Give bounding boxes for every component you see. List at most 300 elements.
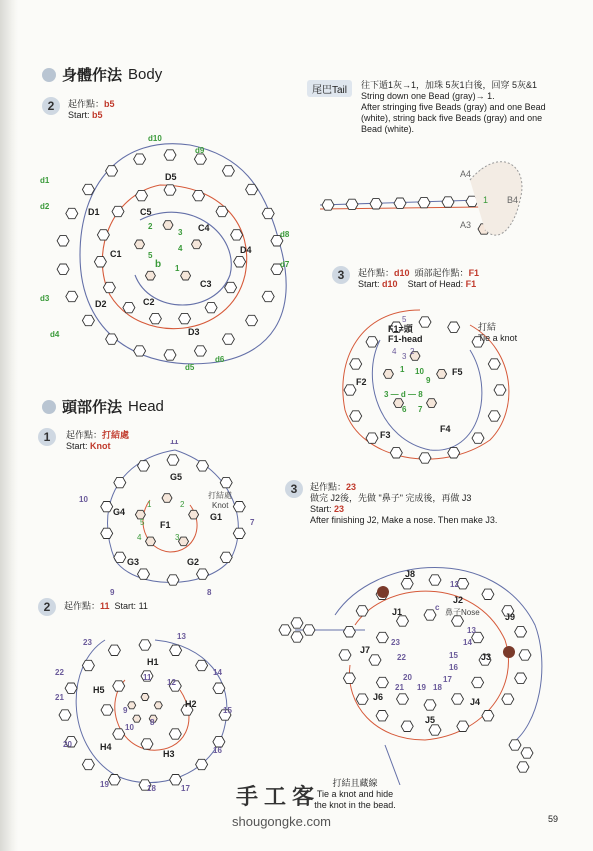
j-label-15: 15: [449, 651, 458, 660]
body-title-cn: 身體作法: [62, 67, 123, 84]
h-label-22: 22: [55, 668, 64, 677]
bead: [419, 317, 431, 327]
bead: [101, 705, 113, 715]
bead: [196, 660, 208, 670]
page-gutter-shadow: [0, 0, 18, 851]
bead: [519, 650, 531, 660]
bead: [350, 359, 362, 369]
g-label-10: 10: [79, 495, 88, 504]
tail-label-A3: A3: [460, 220, 472, 230]
f-label-6: 6: [402, 405, 407, 414]
h-label-21: 21: [55, 693, 64, 702]
head-step1-number: 1: [38, 428, 56, 446]
bead: [437, 370, 447, 379]
bead: [262, 208, 274, 218]
h-label-11: 11: [143, 673, 152, 682]
bead: [429, 725, 441, 735]
f-head-start-cn: 頭部起作點：: [414, 268, 469, 278]
f-label-7: 7: [418, 405, 423, 414]
bead: [521, 748, 533, 758]
bead: [383, 370, 393, 379]
bead: [138, 569, 150, 579]
bead: [197, 461, 209, 471]
j-text-cn: 做完 J2後，先做 "鼻子" 完成後，再做 J3: [310, 493, 472, 503]
bead: [194, 154, 206, 164]
body-label-d3: d3: [40, 294, 50, 303]
bead: [442, 197, 454, 207]
head-step1-start-en: Start:: [66, 441, 88, 451]
j-label-J7: J7: [360, 645, 371, 655]
tail-text-en4: Bead (white).: [361, 124, 415, 134]
bead: [356, 694, 368, 704]
f-start-en: Start:: [358, 279, 380, 289]
h-label-10: 10: [125, 723, 134, 732]
body-start-en-val: b5: [92, 110, 103, 120]
tail-label: 尾巴Tail: [307, 80, 352, 97]
head-step1-start-cn: 起作點：: [66, 430, 103, 440]
bead: [114, 552, 126, 562]
bead: [106, 166, 118, 176]
bead: [134, 154, 146, 164]
g-label-5: 5: [140, 518, 145, 527]
head-step2-start-cn-val: 11: [100, 601, 110, 611]
head-step1-start-cn-val: 打結處: [102, 430, 130, 440]
g-knot-cn: 打結處: [208, 491, 232, 500]
eye-bead-right: [503, 646, 515, 658]
j-tie-en2: the knot in the bead.: [314, 800, 396, 810]
bead: [448, 448, 460, 458]
f-tie-cn: 打結: [478, 322, 497, 332]
bead: [350, 411, 362, 421]
h-label-19: 19: [100, 780, 109, 789]
j-label-18: 18: [433, 683, 442, 692]
bead: [515, 627, 527, 637]
tail-diagram: [300, 145, 540, 245]
bead: [213, 683, 225, 693]
h-label-13: 13: [177, 632, 186, 641]
h-label-H2: H2: [185, 699, 197, 709]
bead: [231, 230, 243, 240]
head-title-en: Head: [128, 398, 164, 415]
bead: [66, 208, 78, 218]
bead: [97, 230, 109, 240]
f-tie-note: [478, 322, 517, 344]
j-label-J8: J8: [405, 569, 416, 579]
bead: [246, 315, 258, 325]
body-label-d10: d10: [148, 134, 162, 143]
f-label-F3: F3: [380, 430, 391, 440]
body-label-b: b: [155, 259, 162, 270]
body-label-C3: C3: [200, 279, 212, 289]
bead: [225, 282, 237, 292]
j-label-12: 12: [450, 580, 459, 589]
f-label-1: 1: [400, 365, 405, 374]
bead: [196, 759, 208, 769]
f-start-cn-val: d10: [394, 268, 410, 278]
h-label-15: 15: [223, 706, 232, 715]
j-label-21: 21: [395, 683, 404, 692]
h-label-9: 9: [123, 706, 128, 715]
j-label-16: 16: [449, 663, 458, 672]
tail-text-cn: 往下遁1灰→1，加珠 5灰1白後，回穿 5灰&1: [361, 80, 538, 90]
body-label-C5: C5: [140, 207, 152, 217]
f-label-2: 2: [410, 347, 415, 356]
section-bullet-icon: [42, 400, 56, 414]
bead: [322, 200, 334, 210]
bead: [149, 313, 161, 323]
bead: [291, 632, 303, 642]
bead: [135, 240, 145, 249]
bead: [170, 775, 182, 785]
f-head-start-cn-val: F1: [468, 268, 480, 278]
j-label-J4: J4: [470, 697, 481, 707]
j-label-13: 13: [467, 626, 476, 635]
j-label-23: 23: [391, 638, 400, 647]
bead: [82, 315, 94, 325]
f-label-9: 9: [426, 376, 431, 385]
head-section-title: [42, 396, 164, 417]
bead: [418, 197, 430, 207]
bead: [452, 616, 464, 626]
g-label-G2: G2: [187, 557, 200, 567]
bead: [112, 206, 124, 216]
body-label-5: 5: [148, 251, 153, 260]
bead: [133, 715, 141, 722]
body-label-D1: D1: [88, 207, 100, 217]
f-label-F2: F2: [356, 377, 367, 387]
bead: [162, 494, 172, 503]
bead: [366, 337, 378, 347]
bead: [397, 694, 409, 704]
bead: [397, 616, 409, 626]
bead: [246, 184, 258, 194]
bead: [113, 681, 125, 691]
head-step2-start-en-val: 11: [138, 601, 148, 611]
f-head-start-en-val: F1: [465, 279, 477, 289]
h-label-17: 17: [181, 784, 190, 793]
bead: [141, 739, 153, 749]
h-label-H3: H3: [163, 749, 175, 759]
j-label-J6: J6: [373, 692, 384, 702]
head-step1-start-en-val: Knot: [90, 441, 111, 451]
body-label-1: 1: [175, 264, 180, 273]
bead: [390, 448, 402, 458]
j-label-17: 17: [443, 675, 452, 684]
bead: [339, 650, 351, 660]
j-label-J5: J5: [425, 715, 436, 725]
bead: [472, 677, 484, 687]
j-label-J2: J2: [453, 595, 464, 605]
watermark-cn: 手工客: [236, 784, 321, 809]
bead: [344, 385, 356, 395]
bead: [376, 632, 388, 642]
h-label-16: 16: [213, 746, 222, 755]
body-step-number: 2: [42, 97, 60, 115]
g-label-4: 4: [137, 533, 142, 542]
bead: [179, 313, 191, 323]
j-label-20: 20: [403, 673, 412, 682]
bead: [167, 455, 179, 465]
bead: [394, 198, 406, 208]
j-tie-cn: 打結且藏線: [332, 778, 378, 788]
bead: [457, 721, 469, 731]
g-label-3: 3: [175, 533, 180, 542]
bead: [139, 640, 151, 650]
bead: [222, 334, 234, 344]
bead: [106, 334, 118, 344]
g-label-F1: F1: [160, 520, 171, 530]
f-label-F4: F4: [440, 424, 451, 434]
f-step-number: 3: [332, 266, 350, 284]
bead: [220, 552, 232, 562]
body-diagram: [40, 125, 300, 385]
bead: [164, 350, 176, 360]
h-label-23: 23: [83, 638, 92, 647]
body-label-D4: D4: [240, 245, 252, 255]
page-number: 59: [548, 814, 559, 824]
bead: [509, 740, 521, 750]
bead: [82, 184, 94, 194]
bead: [291, 618, 303, 628]
bead: [101, 502, 113, 512]
j-label-c: c: [435, 603, 440, 612]
bead: [82, 660, 94, 670]
g-knot-en: Knot: [212, 501, 229, 510]
g-label-11: 11: [170, 440, 179, 446]
bead: [452, 694, 464, 704]
body-label-D2: D2: [95, 299, 107, 309]
bead: [141, 694, 149, 701]
tail-label-1: 1: [483, 195, 489, 205]
h-diagram: [55, 625, 255, 795]
eye-bead-left: [377, 586, 389, 598]
f-label-3: 3: [402, 352, 407, 361]
bead: [167, 575, 179, 585]
body-section-title: [42, 64, 162, 85]
bead: [369, 655, 381, 665]
bead: [515, 673, 527, 683]
bead: [346, 199, 358, 209]
bead: [472, 433, 484, 443]
bead: [164, 150, 176, 160]
bead: [401, 721, 413, 731]
bead: [427, 399, 437, 408]
h-label-H1: H1: [147, 657, 159, 667]
body-label-d6: d6: [215, 355, 225, 364]
tail-text-en1: String down one Bead (gray)→ 1.: [361, 91, 495, 101]
bead: [488, 359, 500, 369]
bead: [114, 477, 126, 487]
bead: [343, 627, 355, 637]
body-title-en: Body: [128, 66, 163, 83]
g-label-G3: G3: [127, 557, 140, 567]
bead: [197, 569, 209, 579]
bead: [429, 575, 441, 585]
tail-text-en3: (white), string back five Beads (gray) and one: [361, 113, 543, 123]
body-label-d5: d5: [185, 363, 195, 372]
j-start-en: Start:: [310, 504, 332, 514]
body-start-cn: 起作點：: [68, 99, 105, 109]
body-label-C1: C1: [110, 249, 122, 259]
bead: [113, 729, 125, 739]
g-diagram: [75, 440, 275, 600]
bead: [123, 302, 135, 312]
bead: [94, 257, 106, 267]
g-label-9: 9: [110, 588, 115, 597]
body-start-info: [68, 99, 115, 121]
h-label-H4: H4: [100, 742, 112, 752]
f-label-5: 5: [402, 315, 407, 324]
bead: [164, 185, 176, 195]
bead: [494, 385, 506, 395]
section-bullet-icon: [42, 68, 56, 82]
bead: [233, 528, 245, 538]
body-label-3: 3: [178, 228, 183, 237]
bead: [136, 190, 148, 200]
j-start-en-val: 23: [334, 504, 345, 514]
bead: [502, 694, 514, 704]
j-text-en: After finishing J2, Make a nose. Then make J3.: [310, 515, 498, 525]
bead: [146, 537, 156, 546]
g-label-7: 7: [250, 518, 255, 527]
bead: [181, 271, 191, 280]
j-instructions: [310, 482, 580, 526]
h-label-20: 20: [63, 740, 72, 749]
body-label-d1: d1: [40, 176, 50, 185]
tail-label-B4: B4: [507, 195, 519, 205]
body-label-2: 2: [148, 222, 153, 231]
body-label-4: 4: [178, 244, 183, 253]
bead: [170, 645, 182, 655]
f-tie-en: Tie a knot: [478, 333, 518, 343]
j-diagram: [265, 545, 555, 785]
head-step2-start: [64, 601, 148, 612]
bead: [193, 190, 205, 200]
bead: [222, 166, 234, 176]
bead: [194, 346, 206, 356]
bead: [482, 589, 494, 599]
bead: [169, 729, 181, 739]
bead: [134, 346, 146, 356]
g-label-2: 2: [180, 500, 185, 509]
body-start-cn-val: b5: [104, 99, 115, 109]
g-label-G4: G4: [113, 507, 126, 517]
body-label-D3: D3: [188, 327, 200, 337]
h-label-12: 12: [167, 678, 176, 687]
f-label-F1head: F1=頭: [388, 324, 413, 334]
j-label-14: 14: [463, 638, 472, 647]
j-label-19: 19: [417, 683, 426, 692]
j-start-cn: 起作點：: [310, 482, 347, 492]
bead: [189, 510, 199, 519]
h-label-18: 18: [147, 784, 156, 793]
body-label-d2: d2: [40, 202, 50, 211]
j-tie-en1: Tie a knot and hide: [316, 789, 394, 799]
h-label-H5: H5: [93, 685, 105, 695]
bead: [179, 537, 189, 546]
bead: [303, 625, 315, 635]
bead: [57, 264, 69, 274]
h-beads: [59, 640, 231, 790]
bead: [103, 282, 115, 292]
bead: [376, 677, 388, 687]
bead: [145, 271, 155, 280]
head-step2-start-en: Start:: [114, 601, 137, 611]
h-label-8: 8: [150, 718, 155, 727]
bead: [128, 702, 136, 709]
f-head-start-en: Start of Head:: [407, 279, 464, 289]
bead: [66, 291, 78, 301]
bead: [216, 206, 228, 216]
body-label-C4: C4: [198, 223, 210, 233]
h-label-14: 14: [213, 668, 222, 677]
bead: [65, 683, 77, 693]
bead: [108, 775, 120, 785]
f-start-en-val: d10: [382, 279, 398, 289]
body-label-d4: d4: [50, 330, 60, 339]
g-label-8: 8: [207, 588, 212, 597]
f-start-info: [358, 268, 479, 290]
f-label-4: 4: [392, 347, 397, 356]
g-label-1: 1: [147, 500, 152, 509]
g-label-G5: G5: [170, 472, 183, 482]
tail-instructions: [361, 80, 576, 135]
bead: [419, 453, 431, 463]
bead: [401, 579, 413, 589]
j-label-J1: J1: [392, 607, 403, 617]
head-step2-start-cn: 起作點：: [64, 601, 101, 611]
bead: [234, 257, 246, 267]
bead: [101, 528, 113, 538]
bead: [57, 236, 69, 246]
j-start-cn-val: 23: [346, 482, 357, 492]
bead: [262, 291, 274, 301]
bead: [138, 461, 150, 471]
j-label-J3: J3: [481, 652, 492, 662]
watermark-en: shougongke.com: [232, 814, 332, 829]
bead: [356, 606, 368, 616]
bead: [233, 502, 245, 512]
bead: [424, 700, 436, 710]
bead: [82, 759, 94, 769]
bead: [108, 645, 120, 655]
tail-text-en2: After stringing five Beads (gray) and one Bead: [361, 102, 546, 112]
body-label-D5: D5: [165, 172, 177, 182]
bead: [279, 625, 291, 635]
head-step2-number: 2: [38, 598, 56, 616]
bead: [370, 199, 382, 209]
body-start-en: Start:: [68, 110, 90, 120]
f-start-cn: 起作點：: [358, 268, 395, 278]
j-label-22: 22: [397, 653, 406, 662]
bead: [366, 433, 378, 443]
bead: [192, 240, 202, 249]
body-label-d9: d9: [195, 146, 205, 155]
bead: [220, 477, 232, 487]
bead: [517, 762, 529, 772]
head-title-cn: 頭部作法: [62, 399, 123, 416]
g-label-G1: G1: [210, 512, 223, 522]
tail-label-A4: A4: [460, 169, 472, 179]
body-label-d8: d8: [280, 230, 290, 239]
bead: [482, 711, 494, 721]
f-label-F5: F5: [452, 367, 463, 377]
bead: [488, 411, 500, 421]
j-label-nose: 鼻子Nose: [445, 608, 480, 617]
bead: [376, 711, 388, 721]
body-label-C2: C2: [143, 297, 155, 307]
f-label-d: 3 — d — 8: [384, 390, 423, 399]
